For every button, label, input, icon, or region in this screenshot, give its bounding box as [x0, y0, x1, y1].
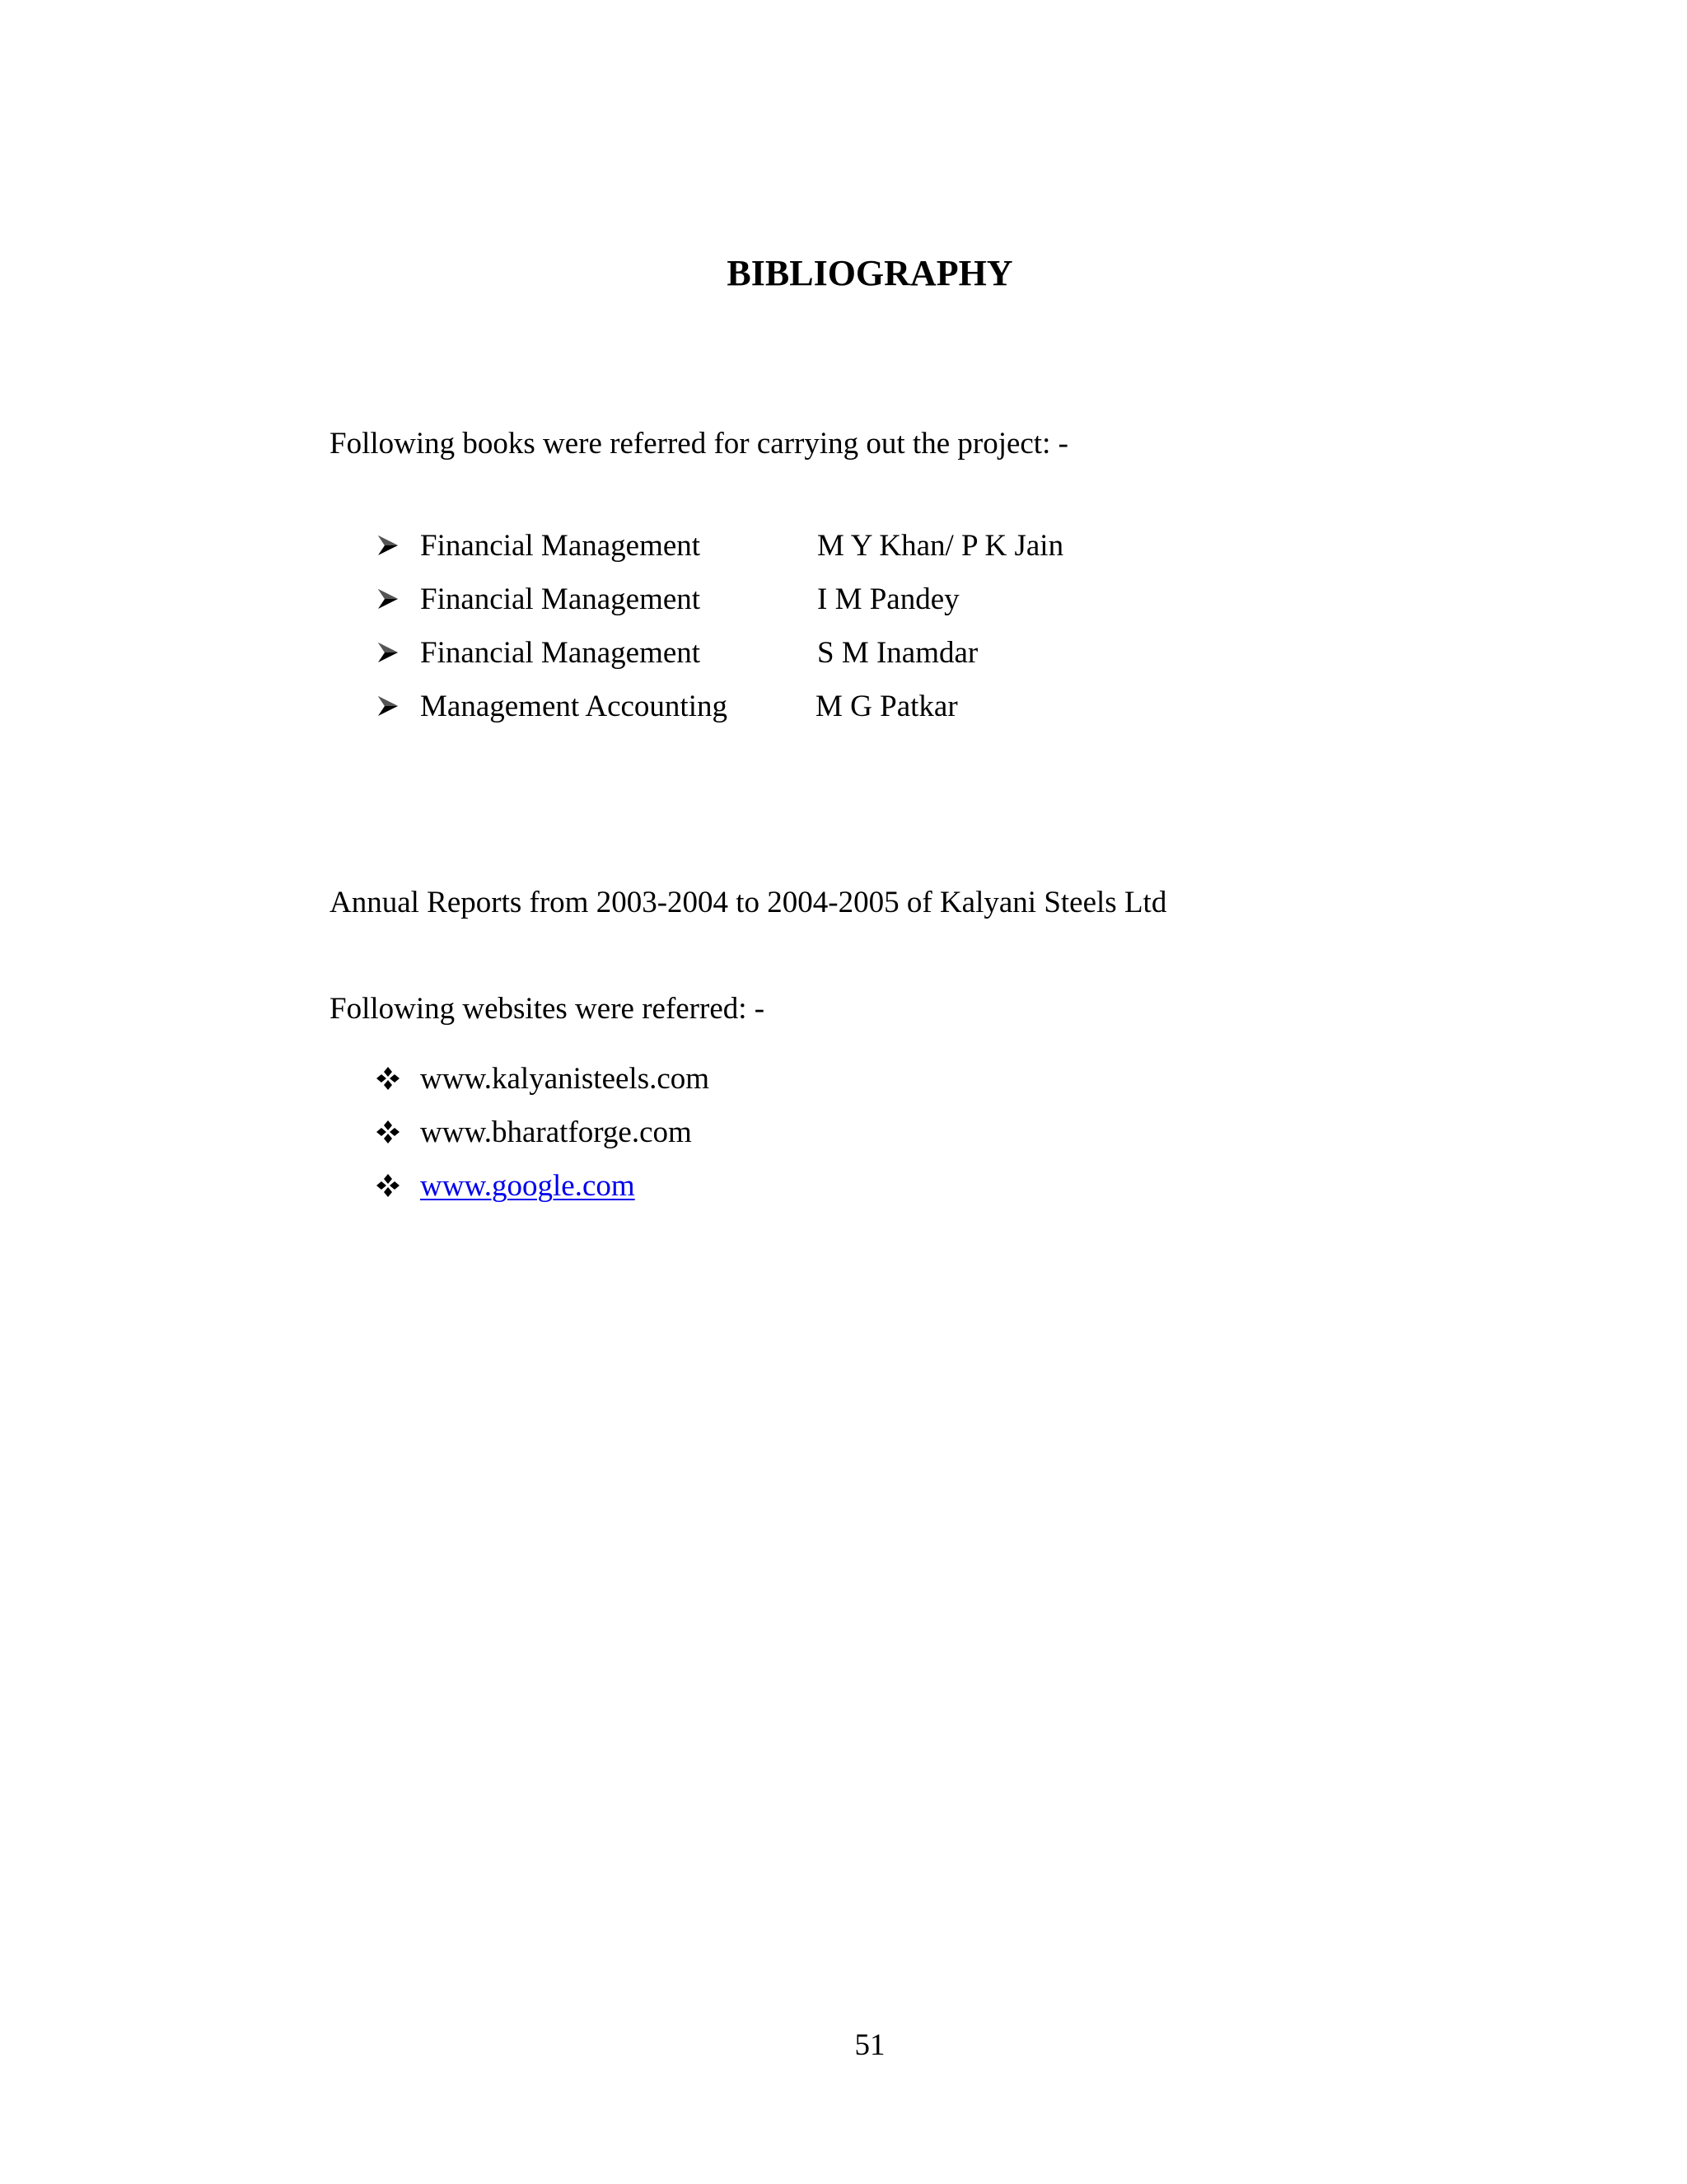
book-title: Management Accounting: [420, 690, 727, 723]
book-title: Financial Management: [420, 529, 701, 563]
arrowhead-bullet-icon: [375, 639, 401, 666]
arrowhead-bullet-icon: [375, 532, 401, 559]
four-diamond-bullet-icon: [375, 1065, 401, 1092]
books-intro: Following books were referred for carrying out the project: -: [329, 427, 1068, 461]
website-text: www.kalyanisteels.com: [420, 1062, 710, 1096]
book-author: M G Patkar: [815, 690, 958, 723]
arrowhead-bullet-icon: [375, 693, 401, 719]
page-title: BIBLIOGRAPHY: [727, 253, 1013, 293]
four-diamond-bullet-icon: [375, 1172, 401, 1199]
book-author: S M Inamdar: [817, 636, 979, 670]
four-diamond-bullet-icon: [375, 1119, 401, 1145]
website-link[interactable]: www.google.com: [420, 1169, 635, 1203]
book-title: Financial Management: [420, 582, 701, 616]
page-number: 51: [854, 2028, 886, 2062]
annual-reports-line: Annual Reports from 2003-2004 to 2004-2005 of Kalyani Steels Ltd: [329, 886, 1167, 919]
book-author: I M Pandey: [817, 582, 960, 616]
arrowhead-bullet-icon: [375, 586, 401, 612]
book-author: M Y Khan/ P K Jain: [817, 529, 1064, 563]
websites-intro: Following websites were referred: -: [329, 992, 765, 1026]
website-text: www.bharatforge.com: [420, 1115, 692, 1149]
book-title: Financial Management: [420, 636, 701, 670]
